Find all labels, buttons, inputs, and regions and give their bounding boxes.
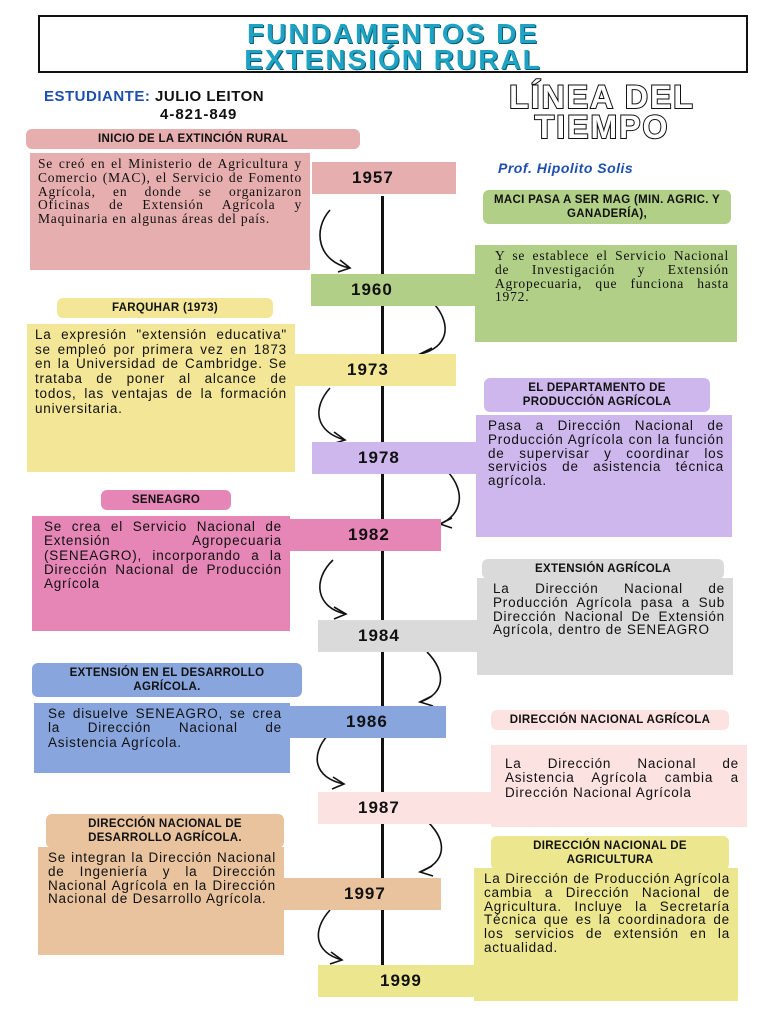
arrow-1960-1973 (420, 305, 445, 354)
heading-1973: FARQUHAR (1973) (57, 298, 273, 318)
student-label: ESTUDIANTE: (44, 88, 151, 105)
year-1999 (318, 965, 474, 997)
heading-1999: DIRECCIÓN NACIONAL DE AGRICULTURA (491, 836, 729, 870)
text-1987: La Dirección Nacional de Asistencia Agrícola cambia a Dirección Nacional Agrícola (491, 745, 747, 827)
year-label: 1960 (351, 280, 393, 299)
arrow-1997-1999 (318, 910, 342, 960)
arrow-1986-1987 (317, 735, 344, 784)
student-id: 4-821-849 (160, 106, 238, 123)
arrow-1973-1978 (319, 388, 345, 440)
text-1986: Se disuelve SENEAGRO, se crea la Dirección Nacional de Asistencia Agrícola. (34, 703, 290, 773)
text-1978: Pasa a Dirección Nacional de Producción Agrícola con la función de supervisar y coordinar los servicios de asistencia técnica agrícola. (476, 415, 732, 537)
heading-1978: EL DEPARTAMENTO DE PRODUCCIÓN AGRÍCOLA (484, 378, 710, 412)
arrow-1982-1984 (320, 560, 346, 614)
year-1984 (318, 620, 477, 652)
year-label: 1997 (344, 884, 386, 903)
year-label: 1984 (358, 626, 400, 645)
arrow-1957-1960 (320, 210, 350, 268)
heading-1997: DIRECCIÓN NACIONAL DE DESARROLLO AGRÍCOLA. (46, 814, 284, 848)
heading-1987: DIRECCIÓN NACIONAL AGRÍCOLA (491, 710, 729, 730)
year-label: 1957 (352, 168, 394, 187)
year-1978 (312, 442, 476, 474)
year-label: 1986 (346, 712, 388, 731)
year-1982 (290, 519, 441, 551)
arrow-1978-1982 (440, 472, 459, 524)
year-1960 (311, 274, 475, 306)
heading-1960: MACI PASA A SER MAG (MIN. AGRIC. Y GANADERÍA), (483, 190, 731, 224)
text-1957: Se creó en el Ministerio de Agricultura y Comercio (MAC), el Servicio de Fomento Agrícola, en donde se organizaron Oficinas de Extensión Agrícola y Maquinaria en algunas áreas del país. (30, 153, 310, 270)
text-1997: Se integran la Dirección Nacional de Ingeniería y la Dirección Nacional Agrícola en la Dirección Nacional de Desarrollo Agrícola. (38, 847, 284, 955)
arrow-1987-1997-head (420, 866, 433, 876)
year-label: 1987 (358, 798, 400, 817)
year-1973 (295, 354, 456, 386)
student-name: JULIO LEITON (155, 88, 265, 105)
title-line-1: FUNDAMENTOS DE (247, 18, 539, 49)
heading-1982: SENEAGRO (101, 490, 231, 510)
year-label: 1982 (348, 525, 390, 544)
timeline-title-line-2: TIEMPO (534, 109, 670, 145)
heading-1957: INICIO DE LA EXTINCIÓN RURAL (26, 129, 360, 149)
year-1957 (312, 162, 456, 194)
title-line-2: EXTENSIÓN RURAL (244, 44, 542, 75)
arrow-1978-1982-head (440, 518, 452, 528)
year-1986 (290, 706, 446, 738)
year-label: 1978 (358, 448, 400, 467)
year-label: 1973 (347, 360, 389, 379)
professor-name: Prof. Hipolito Solis (498, 160, 634, 176)
arrow-1987-1997 (420, 822, 441, 872)
year-label: 1999 (380, 971, 422, 990)
text-1960: Y se establece el Servicio Nacional de Investigación y Extensión Agropecuaria, que funciona hasta 1972. (475, 245, 737, 342)
text-1984: La Dirección Nacional de Producción Agrícola pasa a Sub Dirección Nacional De Extensión Agrícola, dentro de SENEAGRO (477, 578, 733, 675)
arrow-1984-1986 (420, 652, 441, 702)
text-1973: La expresión "extensión educativa" se empleó por primera vez en 1873 en la Universidad de Cambridge. Se trataba de poner al alcance de todos, las ventajas de la formación universitaria. (27, 324, 295, 472)
timeline-title-line-1: LÍNEA DEL (509, 79, 695, 115)
year-1987 (318, 792, 491, 824)
text-1982: Se crea el Servicio Nacional de Extensión Agropecuaria (SENEAGRO), incorporando a la Dirección Nacional de Producción Agrícola (32, 516, 290, 631)
heading-1984: EXTENSIÓN AGRÍCOLA (482, 559, 724, 579)
year-1997 (284, 878, 441, 910)
heading-1986: EXTENSIÓN EN EL DESARROLLO AGRÍCOLA. (32, 663, 302, 697)
text-1999: La Dirección de Producción Agrícola cambia a Dirección Nacional de Agricultura. Incluye la Secretaría Técnica que es la coordinadora de los servicios de extensión en la actualidad. (474, 868, 738, 1001)
